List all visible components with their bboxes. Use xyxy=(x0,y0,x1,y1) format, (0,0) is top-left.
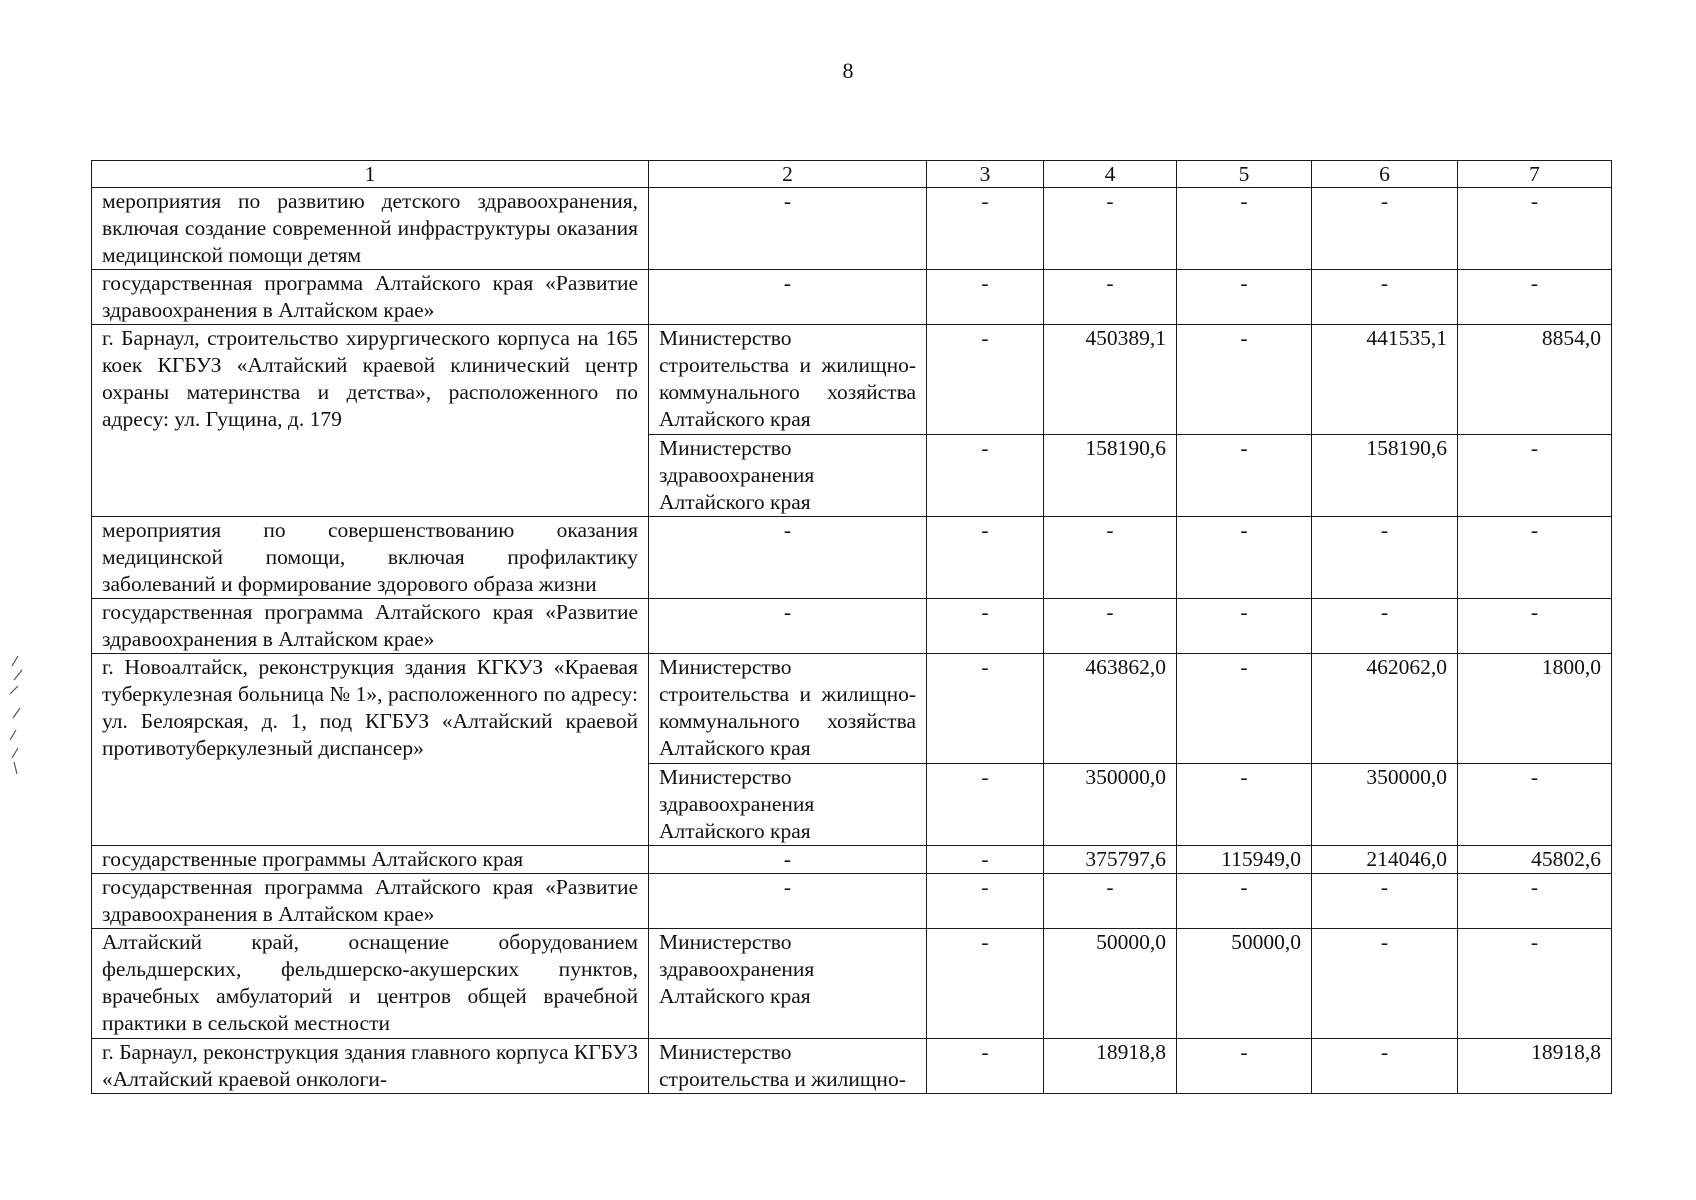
cell-col4: - xyxy=(1044,188,1177,270)
cell-col6: 214046,0 xyxy=(1312,846,1458,874)
cell-col6: - xyxy=(1312,270,1458,325)
row-description: государственные программы Алтайского края xyxy=(92,846,649,874)
cell-col3: - xyxy=(927,270,1044,325)
table-row xyxy=(92,654,1612,764)
cell-col3: - xyxy=(927,654,1044,764)
budget-table xyxy=(91,160,1612,1094)
cell-department: Министерство здравоохранения Алтайского края xyxy=(649,929,927,1039)
cell-col6: - xyxy=(1312,517,1458,599)
table-row xyxy=(92,929,1612,1039)
cell-department: - xyxy=(649,517,927,599)
cell-col4: - xyxy=(1044,874,1177,929)
cell-col7: - xyxy=(1458,929,1612,1039)
row-description: г. Барнаул, строительство хирургического корпуса на 165 коек КГБУЗ «Алтайский краевой клинический центр охраны материнства и детства», расположенного по адресу: ул. Гущина, д. 179 xyxy=(92,325,649,517)
table-row xyxy=(92,270,1612,325)
cell-col4: 463862,0 xyxy=(1044,654,1177,764)
column-header: 5 xyxy=(1177,161,1312,188)
column-header: 2 xyxy=(649,161,927,188)
cell-col3: - xyxy=(927,435,1044,517)
table-row xyxy=(92,325,1612,435)
table-row xyxy=(92,188,1612,270)
cell-col6: 350000,0 xyxy=(1312,764,1458,846)
cell-col5: - xyxy=(1177,517,1312,599)
cell-col7: - xyxy=(1458,270,1612,325)
cell-col4: 18918,8 xyxy=(1044,1039,1177,1094)
cell-department: - xyxy=(649,599,927,654)
cell-col3: - xyxy=(927,1039,1044,1094)
cell-col7: 1800,0 xyxy=(1458,654,1612,764)
cell-col7: - xyxy=(1458,435,1612,517)
column-header: 6 xyxy=(1312,161,1458,188)
cell-col3: - xyxy=(927,874,1044,929)
cell-col5: 115949,0 xyxy=(1177,846,1312,874)
cell-col7: - xyxy=(1458,599,1612,654)
column-header: 7 xyxy=(1458,161,1612,188)
cell-col5: - xyxy=(1177,599,1312,654)
cell-col5: - xyxy=(1177,874,1312,929)
cell-col6: 441535,1 xyxy=(1312,325,1458,435)
cell-department: - xyxy=(649,846,927,874)
row-description: государственная программа Алтайского края «Развитие здравоохранения в Алтайском крае» xyxy=(92,270,649,325)
cell-col4: 50000,0 xyxy=(1044,929,1177,1039)
cell-col6: - xyxy=(1312,874,1458,929)
cell-col7: 45802,6 xyxy=(1458,846,1612,874)
table-row xyxy=(92,846,1612,874)
cell-col3: - xyxy=(927,188,1044,270)
cell-col6: - xyxy=(1312,599,1458,654)
cell-col5: - xyxy=(1177,270,1312,325)
cell-col7: 18918,8 xyxy=(1458,1039,1612,1094)
cell-col6: 462062,0 xyxy=(1312,654,1458,764)
cell-col5: - xyxy=(1177,654,1312,764)
cell-department: Министерство строительства и жилищно- xyxy=(649,1039,927,1094)
table-row xyxy=(92,599,1612,654)
cell-col6: - xyxy=(1312,188,1458,270)
row-description: государственная программа Алтайского края «Развитие здравоохранения в Алтайском крае» xyxy=(92,599,649,654)
cell-col5: - xyxy=(1177,188,1312,270)
column-header: 1 xyxy=(92,161,649,188)
cell-col4: - xyxy=(1044,599,1177,654)
cell-department: Министерство строительства и жилищно-коммунального хозяйства Алтайского края xyxy=(649,654,927,764)
cell-col4: 350000,0 xyxy=(1044,764,1177,846)
cell-department: Министерство здравоохранения Алтайского края xyxy=(649,435,927,517)
cell-col3: - xyxy=(927,599,1044,654)
cell-col5: - xyxy=(1177,325,1312,435)
cell-col5: - xyxy=(1177,764,1312,846)
row-description: Алтайский край, оснащение оборудованием фельдшерских, фельдшерско-акушерских пунктов, врачебных амбулаторий и центров общей врачебной практики в сельской местности xyxy=(92,929,649,1039)
cell-col7: - xyxy=(1458,874,1612,929)
cell-col5: - xyxy=(1177,1039,1312,1094)
cell-department: - xyxy=(649,874,927,929)
row-description: г. Барнаул, реконструкция здания главного корпуса КГБУЗ «Алтайский краевой онкологи- xyxy=(92,1039,649,1094)
cell-col7: - xyxy=(1458,188,1612,270)
cell-col7: - xyxy=(1458,764,1612,846)
row-description: г. Новоалтайск, реконструкция здания КГКУЗ «Краевая туберкулезная больница № 1», расположенного по адресу: ул. Белоярская, д. 1, под КГБУЗ «Алтайский краевой противотуберкулезный диспансер» xyxy=(92,654,649,846)
row-description: государственная программа Алтайского края «Развитие здравоохранения в Алтайском крае» xyxy=(92,874,649,929)
row-description: мероприятия по совершенствованию оказания медицинской помощи, включая профилактику заболеваний и формирование здорового образа жизни xyxy=(92,517,649,599)
cell-col4: 375797,6 xyxy=(1044,846,1177,874)
table-header-row xyxy=(92,161,1612,188)
cell-col4: 158190,6 xyxy=(1044,435,1177,517)
table-row xyxy=(92,517,1612,599)
cell-col4: - xyxy=(1044,517,1177,599)
cell-department: Министерство здравоохранения Алтайского края xyxy=(649,764,927,846)
table-row xyxy=(92,874,1612,929)
cell-col5: 50000,0 xyxy=(1177,929,1312,1039)
cell-col3: - xyxy=(927,764,1044,846)
cell-col4: 450389,1 xyxy=(1044,325,1177,435)
cell-col6: - xyxy=(1312,929,1458,1039)
cell-col3: - xyxy=(927,325,1044,435)
row-description: мероприятия по развитию детского здравоохранения, включая создание современной инфраструктуры оказания медицинской помощи детям xyxy=(92,188,649,270)
cell-col7: 8854,0 xyxy=(1458,325,1612,435)
cell-col5: - xyxy=(1177,435,1312,517)
cell-col6: 158190,6 xyxy=(1312,435,1458,517)
cell-col4: - xyxy=(1044,270,1177,325)
cell-col3: - xyxy=(927,929,1044,1039)
cell-department: - xyxy=(649,188,927,270)
table-row xyxy=(92,1039,1612,1094)
cell-department: Министерство строительства и жилищно-коммунального хозяйства Алтайского края xyxy=(649,325,927,435)
page-number: 8 xyxy=(842,58,854,83)
cell-col6: - xyxy=(1312,1039,1458,1094)
column-header: 3 xyxy=(927,161,1044,188)
margin-pencil-marks xyxy=(4,650,26,790)
cell-col3: - xyxy=(927,846,1044,874)
cell-col3: - xyxy=(927,517,1044,599)
cell-col7: - xyxy=(1458,517,1612,599)
column-header: 4 xyxy=(1044,161,1177,188)
cell-department: - xyxy=(649,270,927,325)
